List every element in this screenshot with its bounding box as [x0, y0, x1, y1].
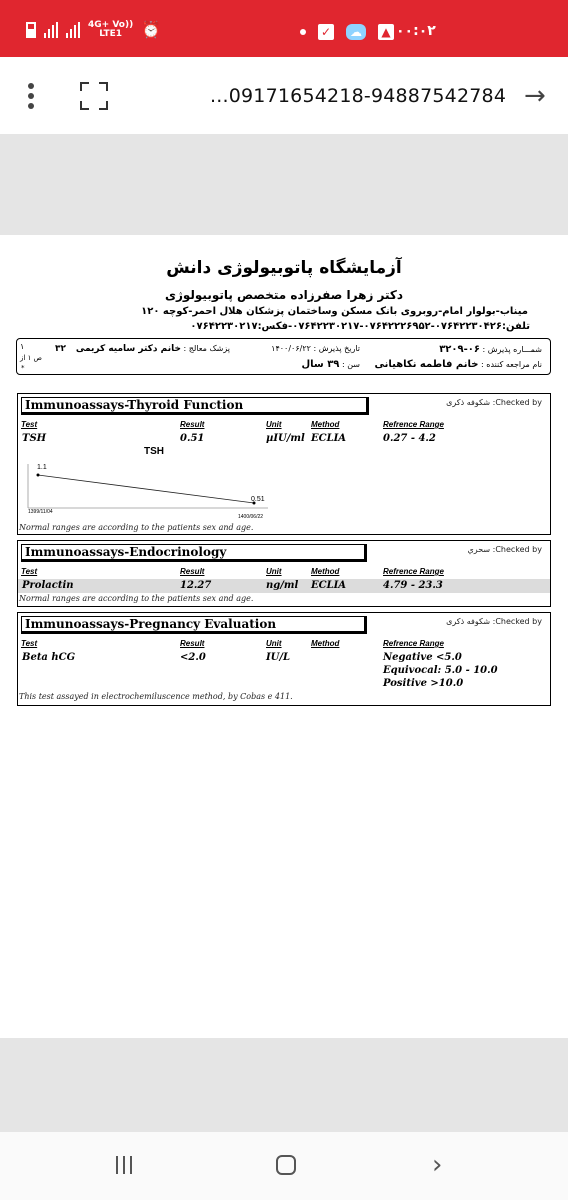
test-unit: IU/L	[266, 652, 291, 663]
notification-dot-icon	[300, 29, 306, 35]
url-bar	[0, 57, 568, 134]
header-method: Method	[311, 420, 340, 429]
checkbox-icon: ✓	[318, 24, 334, 40]
test-name: TSH	[22, 433, 47, 444]
alarm-icon: ⏰	[141, 20, 162, 39]
clock: ۰۰:۰۲	[396, 23, 436, 39]
trend-point-1-label: 1.1	[37, 464, 47, 471]
header-range: Refrence Range	[383, 420, 444, 429]
section-thyroid	[17, 393, 551, 535]
header-result: Result	[180, 567, 205, 576]
header-test: Test	[21, 567, 38, 576]
test-method: ECLIA	[311, 433, 347, 444]
test-unit: ng/ml	[266, 580, 299, 591]
lab-name: آزمایشگاه پاتوبیولوژی دانش	[166, 258, 402, 278]
test-name: Beta hCG	[22, 652, 76, 663]
signal-icon	[44, 22, 58, 38]
header-method: Method	[311, 567, 340, 576]
header-unit: Unit	[266, 420, 282, 429]
header-method: Method	[311, 639, 340, 648]
back-chevron-icon[interactable]: ›	[432, 1150, 443, 1180]
section-note: This test assayed in electrochemiluscence method, by Cobas e 411.	[19, 692, 293, 701]
section-endocrinology	[17, 540, 551, 607]
reception-number: شمـــاره پذیرش : ۰۶-۳۲۰۹	[439, 344, 542, 355]
test-method: ECLIA	[311, 580, 347, 591]
header-range: Refrence Range	[383, 567, 444, 576]
test-range: 4.79 - 23.3	[383, 580, 443, 591]
treating-doctor: پزشک معالج : خانم دکتر سامیه کریمی	[75, 344, 230, 354]
header-test: Test	[21, 420, 38, 429]
header-result: Result	[180, 639, 205, 648]
page-star: *	[21, 364, 25, 372]
header-unit: Unit	[266, 639, 282, 648]
checked-by: Checked by: سحري	[467, 545, 542, 554]
reception-date: تاریخ پذیرش : ۱۴۰۰/۰۶/۲۲	[271, 344, 360, 353]
trend-chart-title: TSH	[144, 446, 164, 457]
home-icon[interactable]	[276, 1155, 296, 1175]
patient-info-box	[16, 338, 551, 375]
more-options-icon[interactable]	[27, 83, 35, 109]
navigation-bar	[0, 1132, 568, 1200]
checked-by: Checked by: شکوفه ذکری	[446, 617, 542, 626]
network-label-bottom: LTE1	[99, 28, 122, 39]
section-note: Normal ranges are according to the patients sex and age.	[19, 594, 254, 603]
trend-date-1: 1399/11/04	[28, 509, 53, 515]
network-label-top: 4G+ Vo))	[88, 19, 134, 30]
recent-apps-icon[interactable]	[116, 1156, 132, 1174]
patient-code: ۳۲	[55, 344, 66, 354]
trend-line	[38, 475, 254, 503]
section-title: Immunoassays-Pregnancy Evaluation	[21, 616, 367, 634]
image-icon: ▲	[378, 24, 394, 40]
page-label: ص ۱ از	[20, 354, 43, 362]
url-text[interactable]: ...09171654218-94887542784	[210, 85, 507, 107]
section-title: Immunoassays-Thyroid Function	[21, 397, 369, 415]
trend-point-2-label: 0.51	[251, 496, 265, 503]
test-unit: µIU/ml	[266, 433, 305, 444]
test-range: 0.27 - 4.2	[383, 433, 436, 444]
test-name: Prolactin	[22, 580, 74, 591]
page-number: ۱	[20, 342, 25, 351]
trend-chart	[22, 456, 272, 518]
fullscreen-icon[interactable]	[80, 82, 108, 110]
header-range: Refrence Range	[383, 639, 444, 648]
section-title: Immunoassays-Endocrinology	[21, 544, 367, 562]
trend-point-1	[37, 474, 40, 477]
range-equivocal: Equivocal: 5.0 - 10.0	[383, 665, 498, 676]
range-negative: Negative <5.0	[383, 652, 462, 663]
header-unit: Unit	[266, 567, 282, 576]
test-result: 12.27	[180, 580, 212, 591]
header-result: Result	[180, 420, 205, 429]
lab-address: میناب-بولوار امام-روبروی بانک مسکن وساختمان پزشکان هلال احمر-کوچه ۱۲۰	[141, 306, 528, 317]
header-test: Test	[21, 639, 38, 648]
patient-age: سن : ۳۹ سال	[301, 359, 360, 370]
status-left-icons	[26, 20, 161, 39]
battery-icon	[26, 22, 36, 38]
section-note: Normal ranges are according to the patients sex and age.	[19, 523, 254, 532]
patient-name: نام مراجعه کننده : خانم فاطمه نکاهیانی	[374, 359, 542, 370]
range-positive: Positive >10.0	[383, 678, 464, 689]
status-bar	[0, 0, 568, 57]
weather-icon: ☁	[346, 24, 366, 40]
section-pregnancy	[17, 612, 551, 706]
trend-date-2: 1400/06/22	[238, 514, 264, 520]
test-result: <2.0	[180, 652, 206, 663]
go-arrow-icon[interactable]: →	[524, 81, 546, 111]
checked-by: Checked by: شکوفه ذکری	[446, 398, 542, 407]
signal-icon-2	[66, 22, 80, 38]
test-result: 0.51	[180, 433, 205, 444]
lab-phone: تلفن:۰۷۶۴۲۲۳۰۴۲۶-۰۷۶۴۲۲۲۶۹۵۲-۰۷۶۴۲۲۳۰۲۱۷-فکس:۰۷۶۴۲۲۳۰۲۱۷	[190, 321, 530, 332]
network-label	[88, 21, 133, 39]
status-notification-icons	[300, 24, 394, 40]
lab-doctor: دکتر زهرا صفرزاده متخصص پاتوبیولوژی	[164, 288, 404, 302]
